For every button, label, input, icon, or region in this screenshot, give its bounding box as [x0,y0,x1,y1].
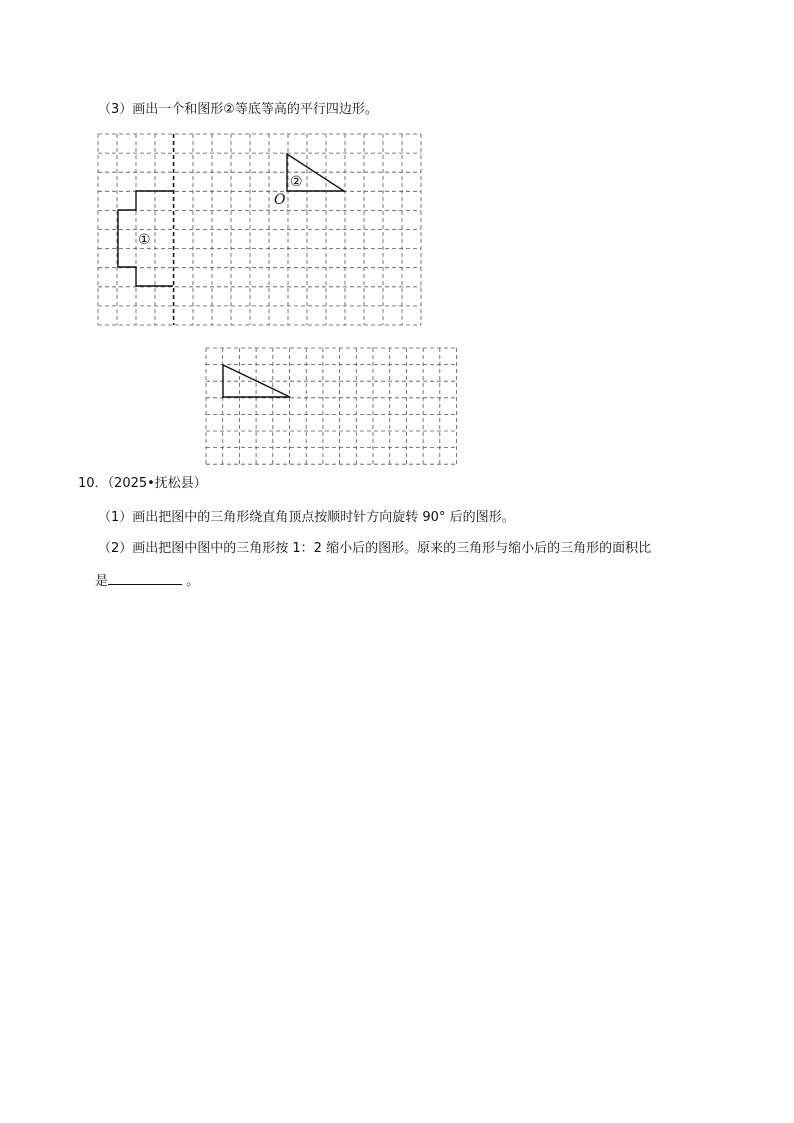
question10-sub1-text: （1）画出把图中的三角形绕直角顶点按顺时针方向旋转 90° 后的图形。 [98,510,515,525]
small-dot [306,396,308,398]
small-dot [372,347,374,349]
question10-header [78,475,207,493]
question10-sub2-answer-line [95,570,199,591]
triangle2-label: ② [290,174,303,190]
part3-text: （3）画出一个和图形②等底等高的平行四边形。 [98,102,378,117]
figure2-grid [0,0,794,490]
shape1-label: ① [138,232,151,248]
question10-sub2-text: （2）画出把图中图中的三角形按 1：2 缩小后的图形。原来的三角形与缩小后的三角形的面积比 [98,541,652,556]
answer-blank[interactable] [108,570,182,585]
question10-source: （2025•抚松县） [107,476,207,491]
question10-sub2 [98,540,651,558]
question10-sub1 [98,509,515,527]
question10-sub2-suffix: 。 [182,574,200,589]
question10-sub2-prefix: 是 [95,574,109,589]
small-dot [289,347,291,349]
origin-label: O [274,192,286,208]
figure2-gridlines [206,348,457,464]
question10-number: 10． [78,476,108,491]
